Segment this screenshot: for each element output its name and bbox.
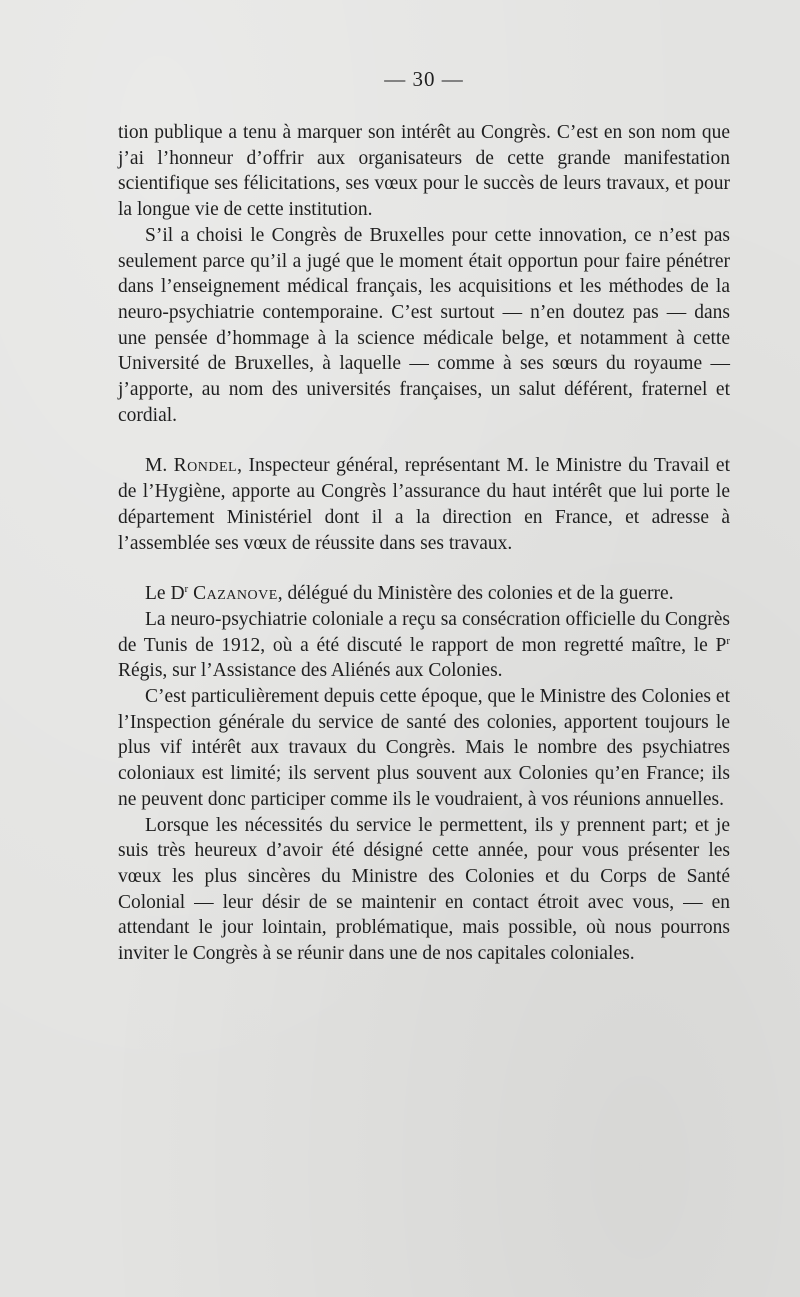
page-number: — 30 —: [384, 67, 464, 91]
paragraph-continuation: tion publique a tenu à marquer son intérêt au Congrès. C’est en son nom que j’ai l’honneur d’offrir aux organisateurs de cette grande manifestation scientifique ses félicitations, ses vœux pour le succès de leurs travaux, et pour la longue vie de cette institution.: [118, 122, 730, 221]
paragraph-tunis: [118, 607, 730, 684]
rondel-prefix: M.: [145, 455, 174, 477]
paragraph-necessites: Lorsque les nécessités du service le permettent, ils y prennent part; et je suis très heureux d’avoir été désigné cette année, pour vous présenter les vœux les plus sincères du Ministre des Colonies et du Corps de Santé Colonial — leur désir de se maintenir en contact étroit avec vous, — en attendant le jour lointain, problématique, mais possible, où nous pourrons inviter le Congrès à se réunir dans une de nos capitales coloniales.: [118, 814, 730, 965]
cazanove-prefix-sup: r: [184, 583, 189, 596]
paragraph-bruxelles: S’il a choisi le Congrès de Bruxelles pour cette innovation, ce n’est pas seulement parce qu’il a jugé que le moment était opportun pour faire pénétrer dans l’enseignement médical français, les acquisitions et les méthodes de la neuro-psychiatrie contemporaine. C’est surtout — n’en doutez pas — dans une pensée d’hommage à la science médicale belge, et notamment à cette Université de Bruxelles, à laquelle — comme à ses sœurs du royaume — j’apporte, au nom des universités françaises, un salut déférent, fraternel et cordial.: [118, 224, 730, 426]
cazanove-name: Cazanove: [193, 583, 278, 605]
rondel-text: , Inspecteur général, représentant M. le Ministre du Travail et de l’Hygiène, apporte au Congrès l’assurance du haut intérêt que lui porte le département Ministériel dont il a la direction en France, et adresse à l’assemblée ses vœux de réussite dans ses travaux.: [118, 455, 730, 554]
tunis-text-before: La neuro-psychiatrie coloniale a reçu sa consécration officielle du Congrès de Tunis de 1912, où a été discuté le rapport de mon regretté maître, le P: [118, 608, 730, 656]
paragraph-colonies: C’est particulièrement depuis cette époque, que le Ministre des Colonies et l’Inspection générale du service de santé des colonies, apportent toujours le plus vif intérêt aux travaux du Congrès. Mais le nombre des psychiatres coloniaux est limité; ils servent plus souvent aux Colonies qu’en France; ils ne peuvent donc participer comme ils le voudraient, à vos réunions annuelles.: [118, 686, 730, 810]
tunis-sup: r: [726, 634, 730, 647]
section-gap: [118, 556, 730, 581]
paragraph-rondel: [118, 453, 730, 556]
rondel-name: Rondel: [173, 455, 238, 477]
page-content: [118, 64, 730, 967]
tunis-text-after: Régis, sur l’Assistance des Aliénés aux Colonies.: [118, 660, 503, 682]
body-text: [118, 120, 730, 967]
cazanove-prefix: Le D: [145, 583, 185, 605]
paragraph-cazanove-intro: [118, 581, 730, 607]
cazanove-text: , délégué du Ministère des colonies et de la guerre.: [277, 583, 674, 605]
section-gap: [118, 428, 730, 453]
